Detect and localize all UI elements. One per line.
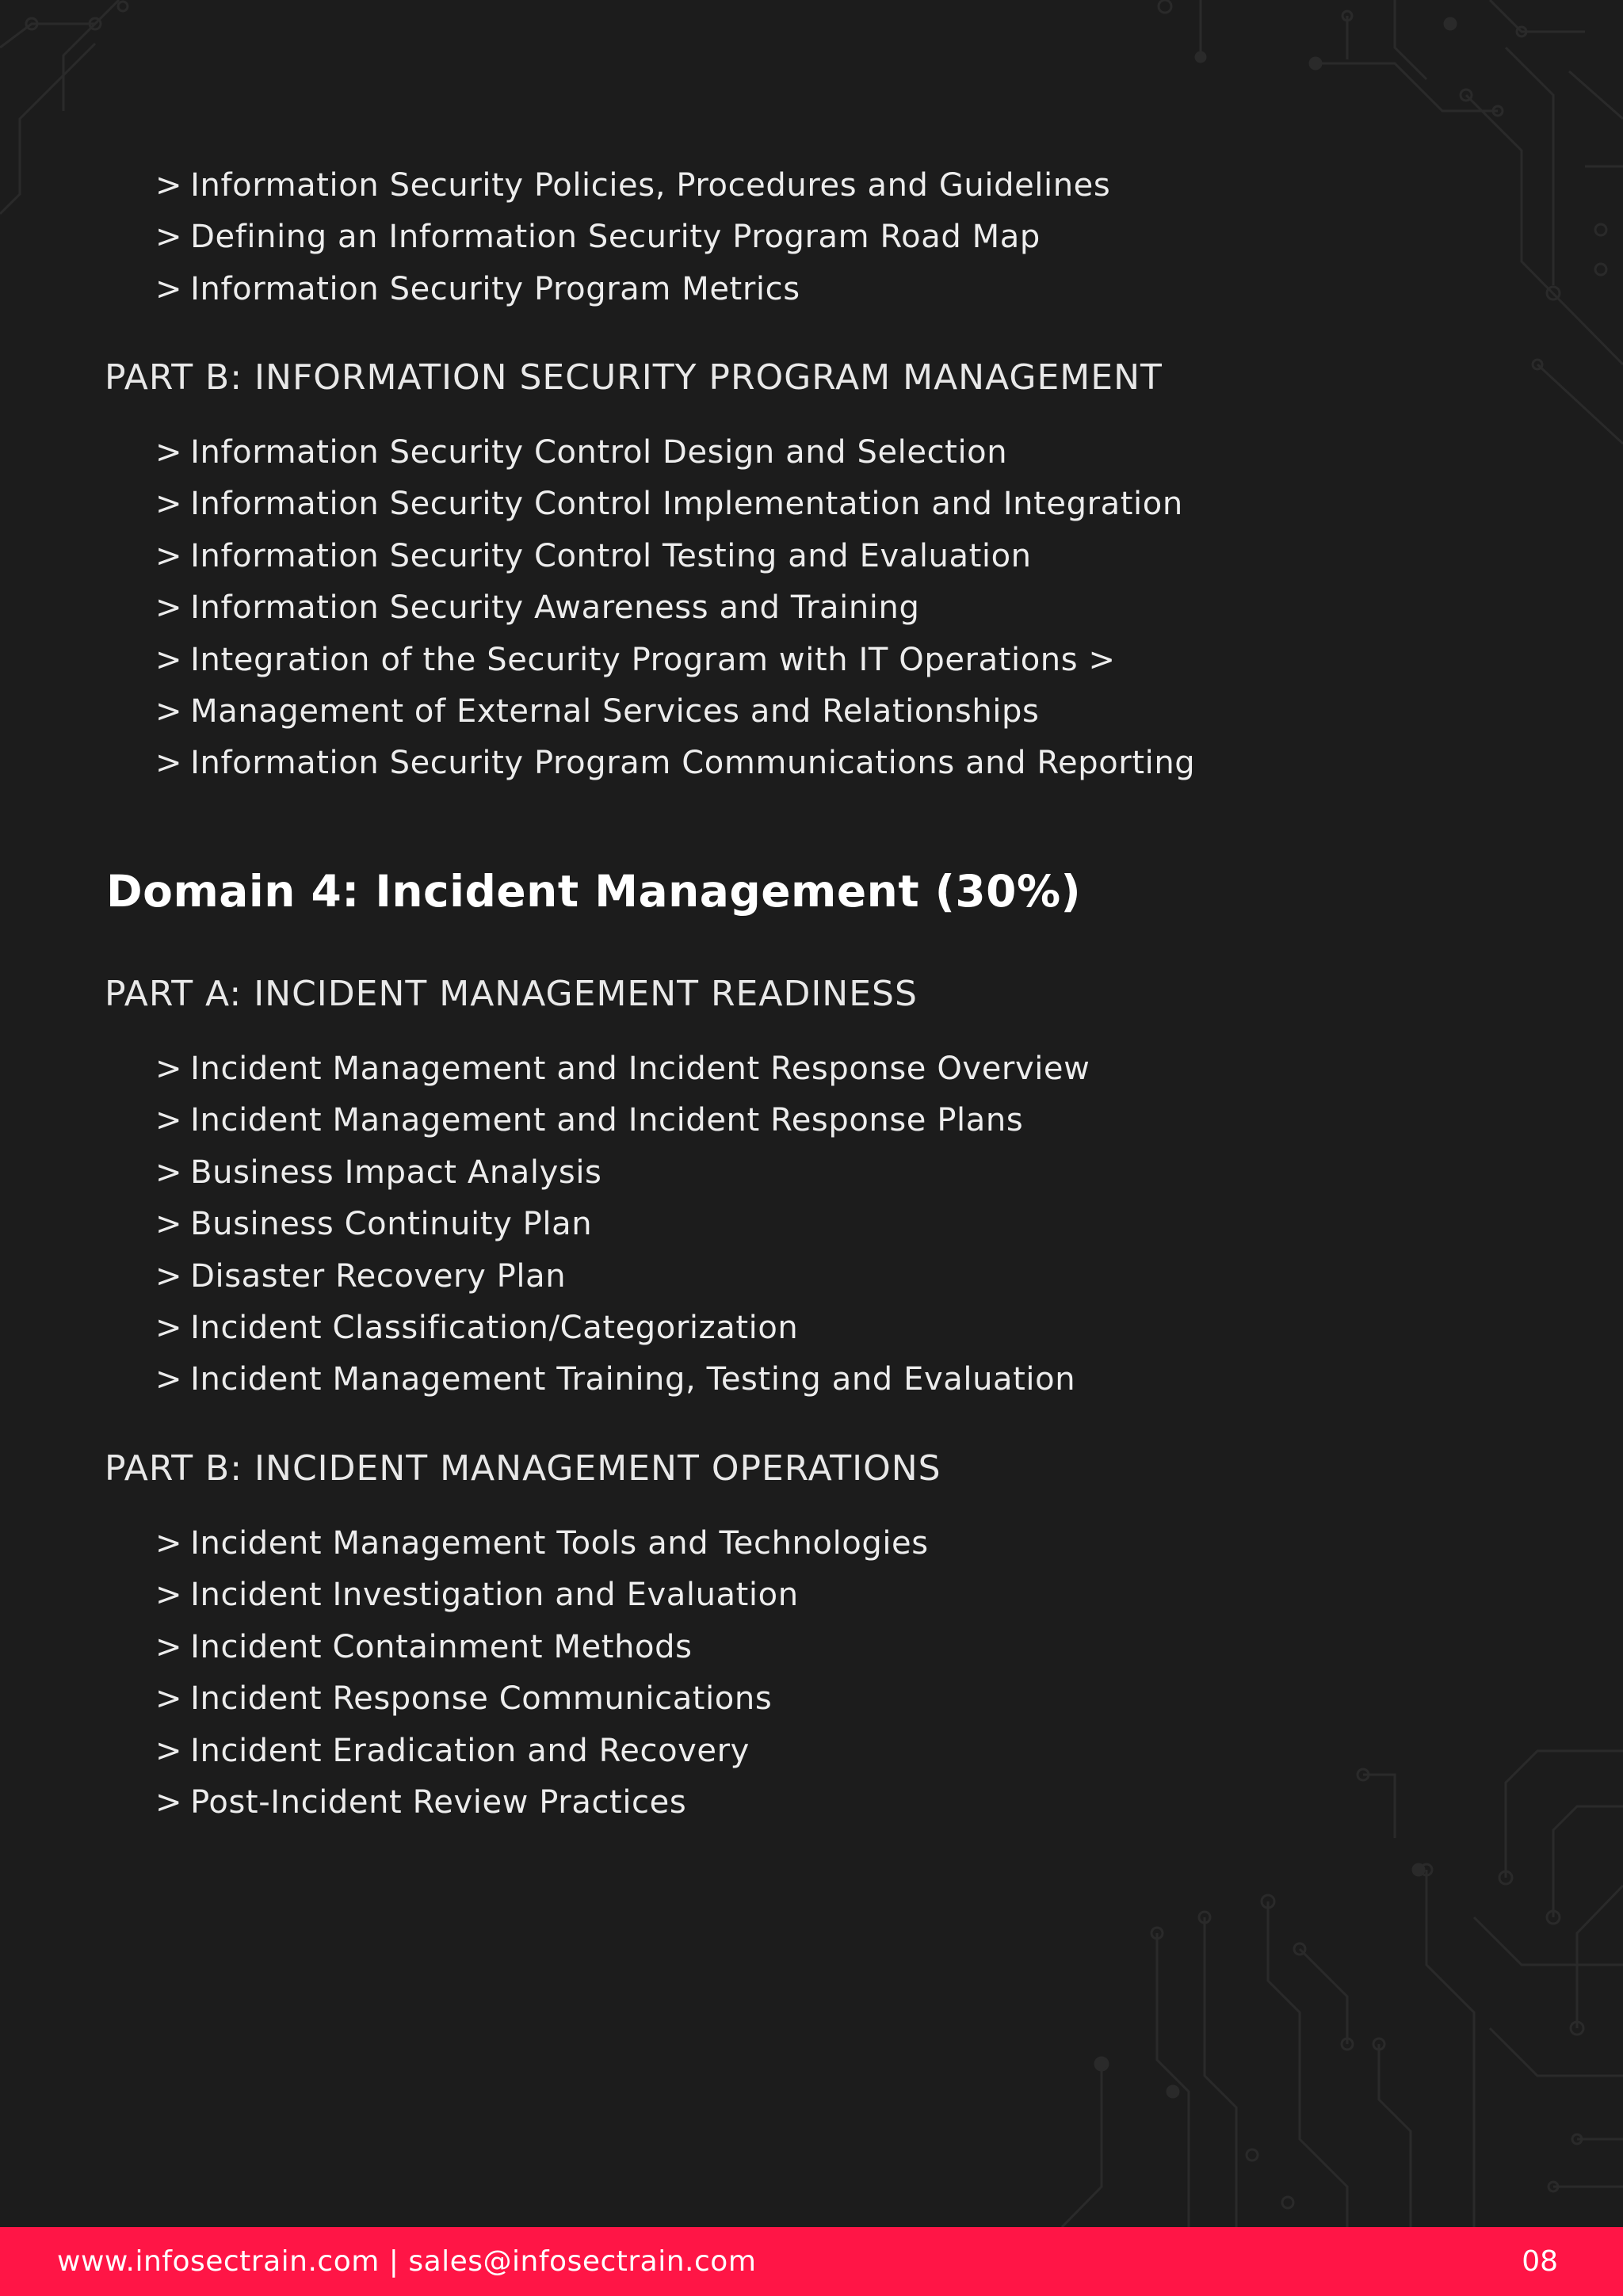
list-item: > Information Security Program Metrics — [155, 270, 800, 307]
chevron-right-icon: > — [155, 1102, 183, 1139]
chevron-right-icon: > — [155, 1680, 183, 1718]
chevron-right-icon: > — [155, 589, 183, 627]
domain-4-title: Domain 4: Incident Management (30%) — [106, 866, 1082, 917]
chevron-right-icon: > — [155, 1154, 183, 1191]
chevron-right-icon: > — [155, 745, 183, 782]
chevron-right-icon: > — [155, 167, 183, 204]
chevron-right-icon: > — [155, 1783, 183, 1821]
program-metrics-list — [155, 160, 1110, 315]
chevron-right-icon: > — [155, 1206, 183, 1243]
footer-contact — [57, 2227, 756, 2296]
footer-bar — [0, 2227, 1623, 2296]
chevron-right-icon: > — [155, 692, 183, 730]
chevron-right-icon: > — [155, 486, 183, 523]
chevron-right-icon: > — [155, 1525, 183, 1562]
chevron-right-icon: > — [155, 1051, 183, 1087]
part-a-incident-heading: PART A: INCIDENT MANAGEMENT READINESS — [105, 974, 918, 1014]
list-item: > Information Security Program Communications and Reporting — [155, 745, 1196, 782]
chevron-right-icon: > — [155, 1628, 183, 1665]
email-link[interactable]: sales@infosectrain.com — [408, 2245, 757, 2278]
list-item: > Business Continuity Plan — [155, 1206, 593, 1243]
list-item: > Information Security Awareness and Training — [155, 589, 920, 627]
list-item: > Incident Management Tools and Technologies — [155, 1525, 929, 1562]
part-b-incident-list — [155, 1518, 929, 1829]
list-item: > Information Security Control Testing and Evaluation — [155, 537, 1032, 574]
part-b-program-heading: PART B: INFORMATION SECURITY PROGRAM MANAGEMENT — [105, 357, 1163, 398]
list-item: > Incident Containment Methods — [155, 1628, 693, 1665]
part-b-incident-heading: PART B: INCIDENT MANAGEMENT OPERATIONS — [105, 1448, 941, 1489]
chevron-right-icon: > — [155, 270, 183, 307]
part-a-incident-list — [155, 1043, 1090, 1406]
website-link[interactable]: www.infosectrain.com — [57, 2245, 380, 2278]
list-item: > Management of External Services and Relationships — [155, 692, 1040, 730]
list-item: > Business Impact Analysis — [155, 1154, 602, 1191]
list-item: > Defining an Information Security Program Road Map — [155, 219, 1041, 256]
list-item: > Post-Incident Review Practices — [155, 1783, 687, 1821]
list-item: > Incident Response Communications — [155, 1680, 773, 1718]
chevron-right-icon: > — [155, 219, 183, 256]
chevron-right-icon: > — [155, 1309, 183, 1346]
footer-separator: | — [379, 2245, 409, 2278]
chevron-right-icon: > — [155, 1257, 183, 1295]
page-number: 08 — [1522, 2245, 1558, 2278]
list-item: > Information Security Control Implementation and Integration — [155, 486, 1183, 523]
list-item: > Incident Classification/Categorization — [155, 1309, 799, 1346]
list-item: > Incident Management Training, Testing and Evaluation — [155, 1361, 1076, 1398]
chevron-right-icon: > — [155, 434, 183, 471]
chevron-right-icon: > — [155, 1732, 183, 1769]
chevron-right-icon: > — [155, 1577, 183, 1614]
chevron-right-icon: > — [155, 537, 183, 574]
list-item: > Disaster Recovery Plan — [155, 1257, 567, 1295]
list-item: > Incident Eradication and Recovery — [155, 1732, 750, 1769]
list-item: > Information Security Policies, Procedures and Guidelines — [155, 167, 1111, 204]
chevron-right-icon: > — [155, 641, 183, 678]
list-item: > Incident Management and Incident Response Plans — [155, 1102, 1024, 1139]
list-item: > Incident Management and Incident Response Overview — [155, 1051, 1090, 1087]
chevron-right-icon: > — [155, 1361, 183, 1398]
list-item: > Integration of the Security Program with IT Operations > — [155, 641, 1116, 678]
part-b-program-list — [155, 427, 1195, 790]
list-item: > Incident Investigation and Evaluation — [155, 1577, 799, 1614]
list-item: > Information Security Control Design and Selection — [155, 434, 1008, 471]
